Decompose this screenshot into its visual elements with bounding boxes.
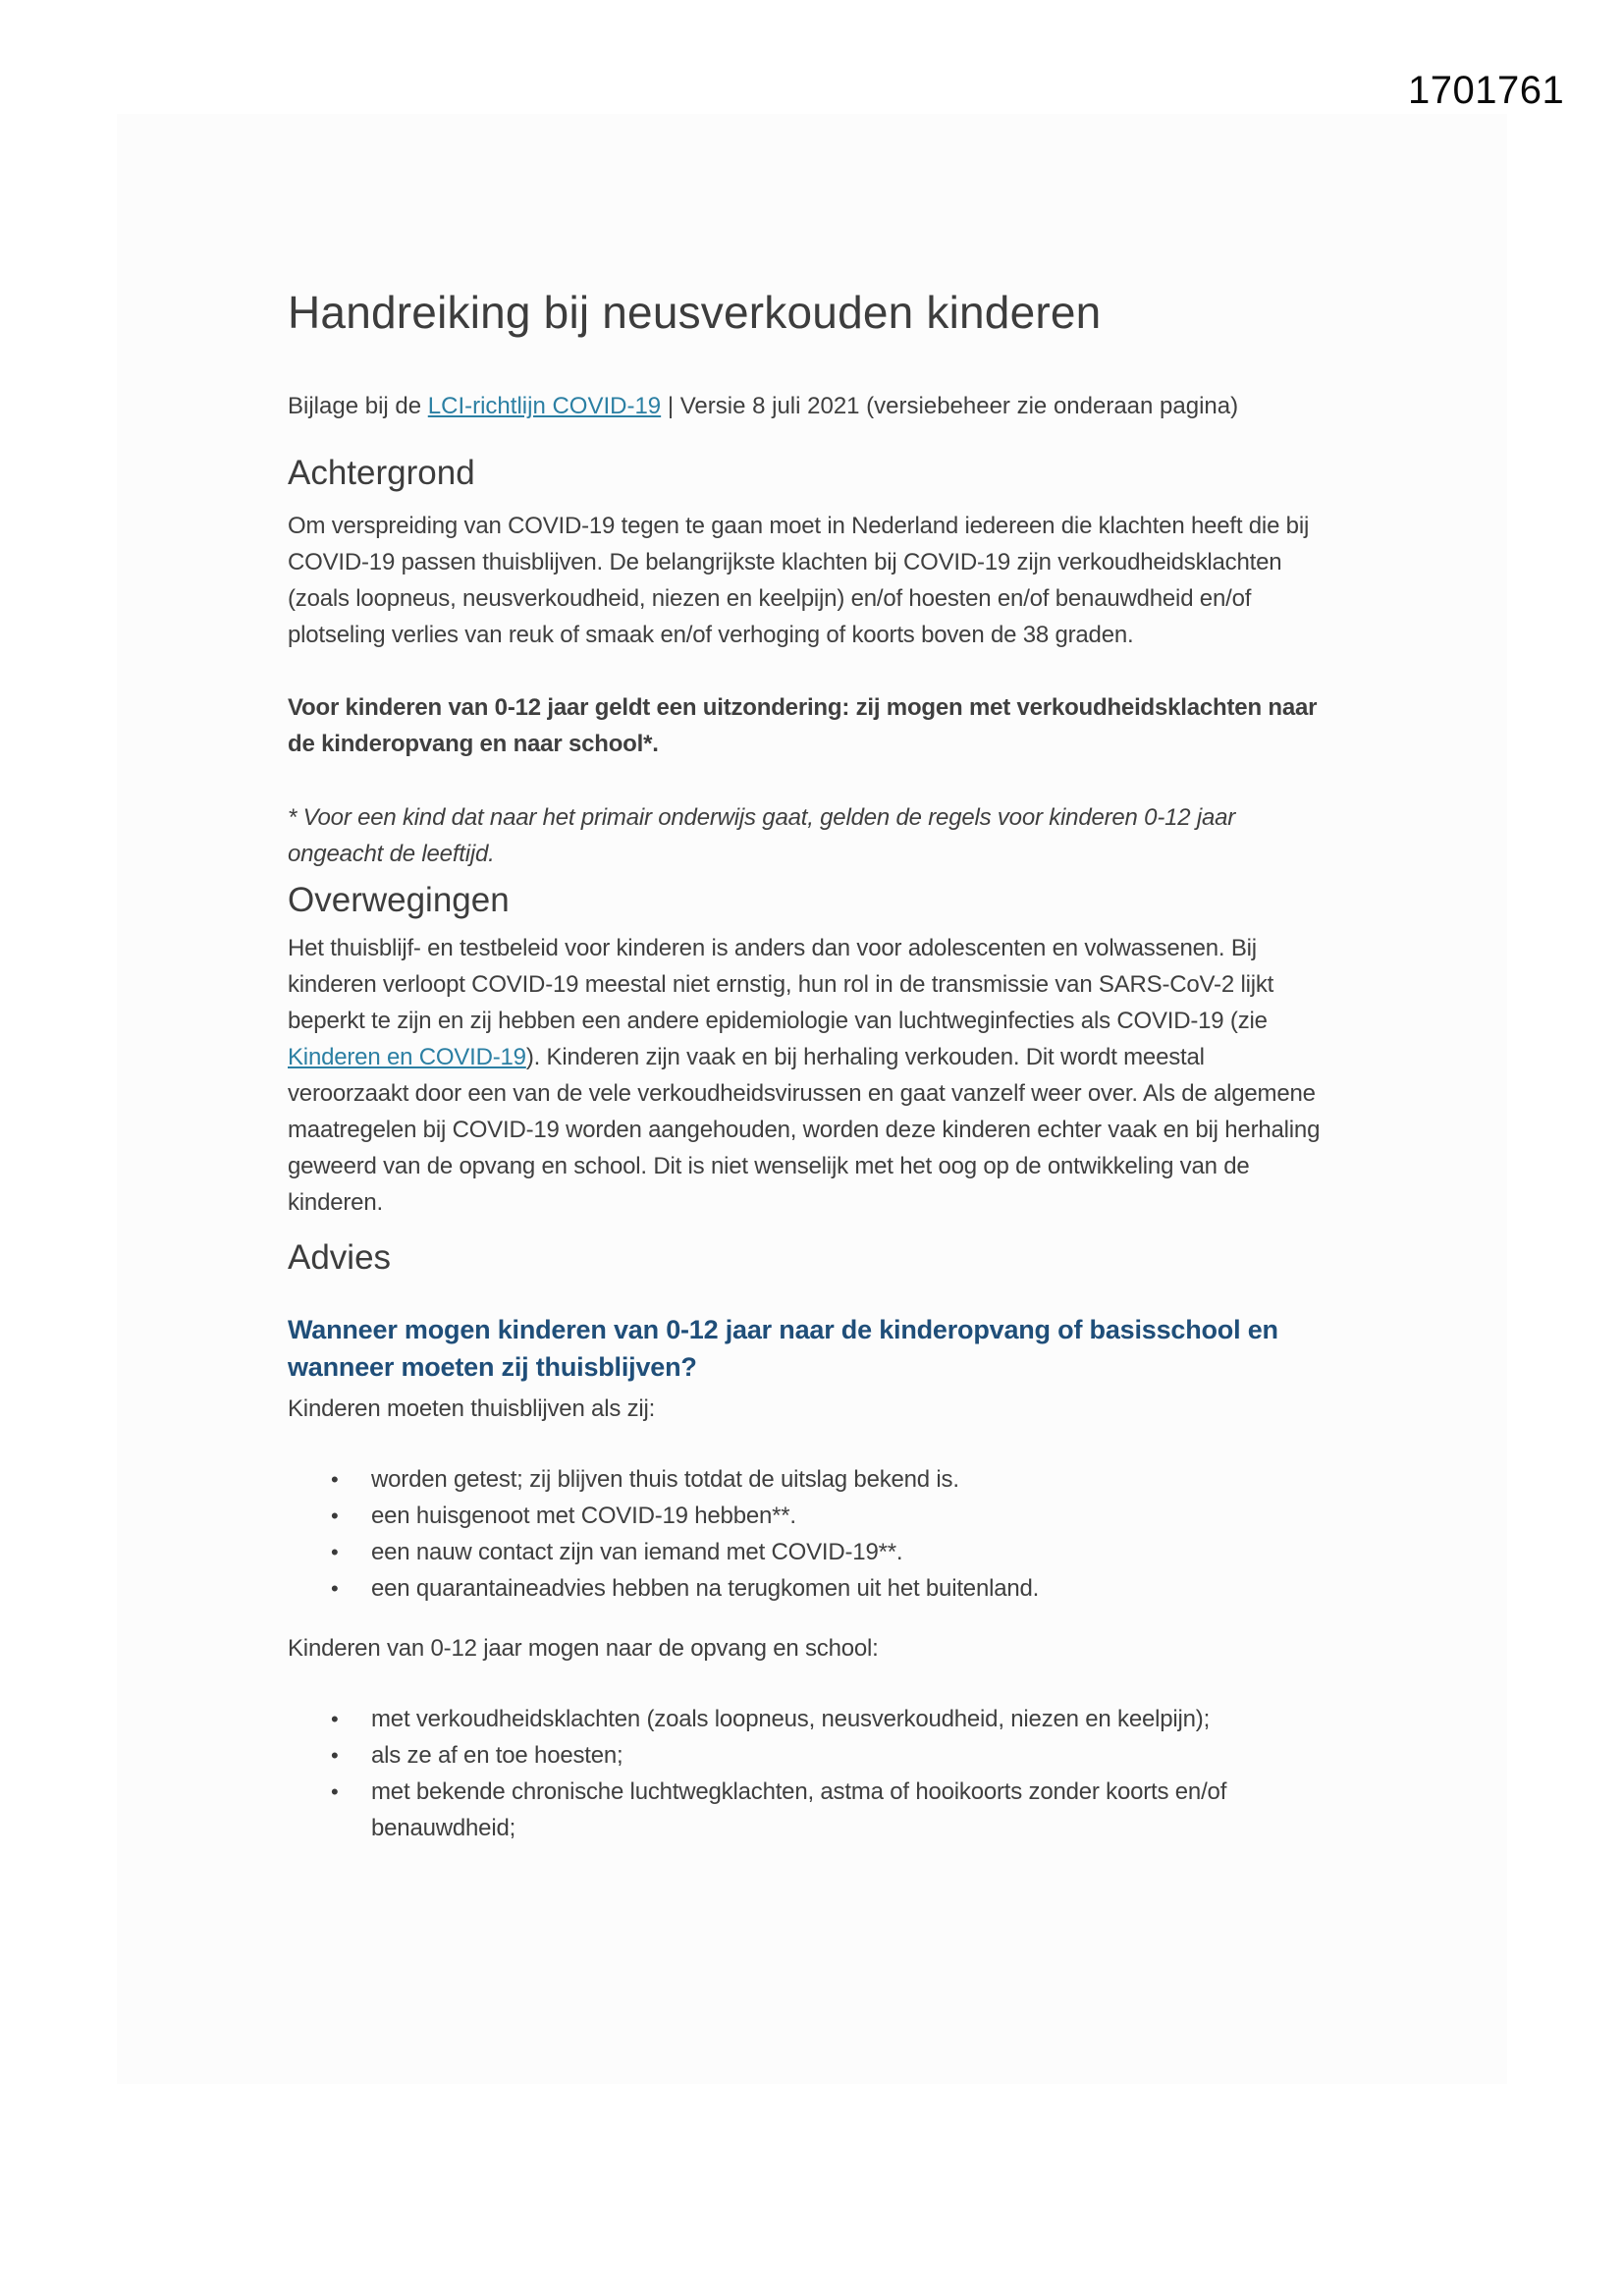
page-title: Handreiking bij neusverkouden kinderen [288,287,1102,338]
mogen-list [288,1701,1328,1846]
section-heading-overwegingen: Overwegingen [288,881,510,919]
subtitle-suffix: | Versie 8 juli 2021 (versiebeheer zie onderaan pagina) [661,393,1239,419]
kinderen-en-covid19-link[interactable]: Kinderen en COVID-19 [288,1044,526,1070]
document-subtitle [288,391,1328,421]
lci-richtlijn-covid19-link[interactable]: LCI-richtlijn COVID-19 [427,393,662,419]
thuisblijven-list [288,1461,1328,1607]
list-item: • een quarantaineadvies hebben na terugkomen uit het buitenland. [371,1570,1328,1607]
overwegingen-text-after-link: ). Kinderen zijn vaak en bij herhaling verkouden. Dit wordt meestal veroorzaakt door een van de vele verkoudheidsvirussen en gaat vanzelf weer over. Als de algemene maatregelen bij COVID-19 worden aangehouden, worden deze kinderen echter vaak en bij herhaling geweerd van de opvang en school. Dit is niet wenselijk met het oog op de ontwikkeling van de kinderen. [288,1044,1321,1216]
list-item: • worden getest; zij blijven thuis totdat de uitslag bekend is. [371,1461,1328,1498]
list-item: • als ze af en toe hoesten; [371,1737,1328,1774]
list-item: • met verkoudheidsklachten (zoals loopneus, neusverkoudheid, niezen en keelpijn); [371,1701,1328,1737]
mogen-list-intro: Kinderen van 0-12 jaar mogen naar de opvang en school: [288,1635,879,1662]
section-heading-achtergrond: Achtergrond [288,454,475,492]
overwegingen-text-before-link: Het thuisblijf- en testbeleid voor kinderen is anders dan voor adolescenten en volwassenen. Bij kinderen verloopt COVID-19 meestal niet ernstig, hun rol in de transmissie van SARS-CoV-2 lijkt beperkt te zijn en zij hebben een andere epidemiologie van luchtweginfecties als COVID-19 (zie [288,935,1274,1034]
advies-subheading: Wanneer mogen kinderen van 0-12 jaar naar de kinderopvang of basisschool en wanneer moeten zij thuisblijven? [288,1315,1278,1382]
list-item: • met bekende chronische luchtwegklachten, astma of hooikoorts zonder koorts en/of benauwdheid; [371,1774,1328,1846]
overwegingen-paragraph [288,930,1328,1221]
document-number: 1701761 [1408,69,1565,112]
list-item: • een nauw contact zijn van iemand met COVID-19**. [371,1534,1328,1570]
achtergrond-italic-note: * Voor een kind dat naar het primair onderwijs gaat, gelden de regels voor kinderen 0-12 jaar ongeacht de leeftijd. [288,804,1236,867]
achtergrond-paragraph: Om verspreiding van COVID-19 tegen te gaan moet in Nederland iedereen die klachten heeft die bij COVID-19 passen thuisblijven. De belangrijkste klachten bij COVID-19 zijn verkoudheidsklachten (zoals loopneus, neusverkoudheid, niezen en keelpijn) en/of hoesten en/of benauwdheid en/of plotseling verlies van reuk of smaak en/of verhoging of koorts boven de 38 graden. [288,513,1310,648]
document-page [117,114,1507,2084]
subtitle-prefix: Bijlage bij de [288,393,428,419]
thuisblijven-list-intro: Kinderen moeten thuisblijven als zij: [288,1395,656,1422]
achtergrond-bold-note: Voor kinderen van 0-12 jaar geldt een uitzondering: zij mogen met verkoudheidsklachten naar de kinderopvang en naar school*. [288,694,1318,757]
section-heading-advies: Advies [288,1238,392,1277]
list-item: • een huisgenoot met COVID-19 hebben**. [371,1498,1328,1534]
